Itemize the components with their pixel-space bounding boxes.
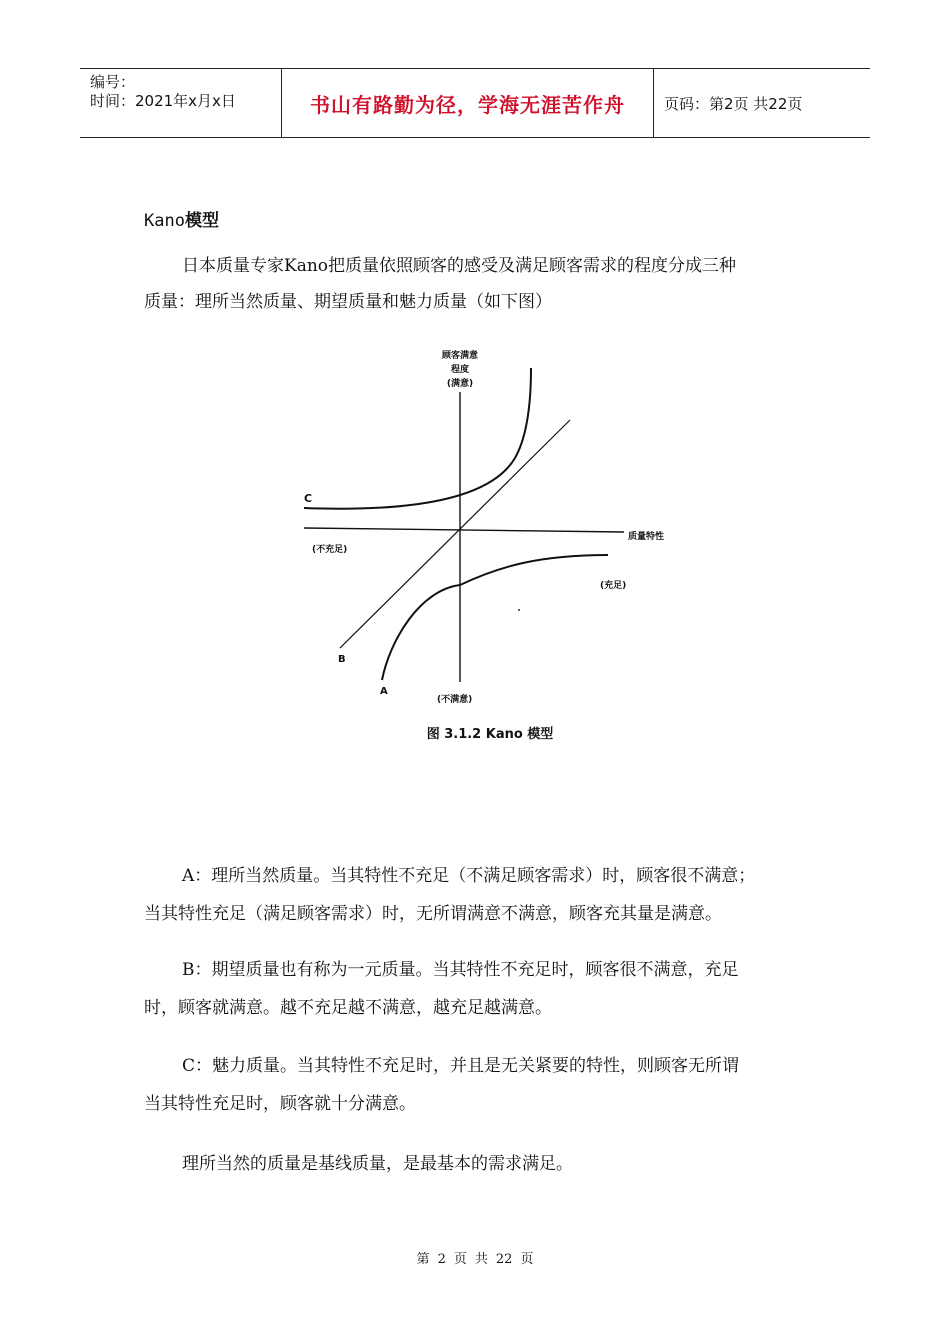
bottom-label: (不满意) (437, 695, 473, 705)
header-date-label: 时间：2021年x月x日 (90, 92, 236, 110)
paragraph-a-cont (144, 896, 816, 932)
heading-cn: 模型 (184, 211, 219, 231)
header-page-info: 页码：第2页 共22页 (664, 94, 803, 113)
paragraph-baseline (144, 1146, 816, 1182)
footer-p3: 页 (453, 1252, 467, 1267)
page-footer (0, 1248, 950, 1267)
paragraph-a-line-2: 当其特性充足（满足顾客需求）时，无所谓满意不满意，顾客充其量是满意。 (144, 904, 722, 924)
intro-paragraph-cont (144, 284, 816, 320)
intro-line-1: 日本质量专家Kano把质量依照顾客的感受及满足顾客需求的程度分成三种 (182, 256, 737, 276)
intro-line-2: 质量：理所当然质量、期望质量和魅力质量（如下图） (144, 292, 552, 312)
header-meta-cell (80, 69, 282, 137)
heading-latin: Kano (144, 211, 185, 231)
x-axis (304, 528, 624, 532)
footer-p2: 2 (437, 1252, 446, 1267)
curve-a-label: A (380, 686, 388, 697)
paragraph-c-cont (144, 1086, 816, 1122)
footer-p5: 22 (495, 1252, 513, 1267)
paragraph-b (144, 952, 816, 988)
figure-caption: 图 3.1.2 Kano 模型 (426, 727, 554, 742)
left-label: (不充足) (312, 545, 348, 555)
paragraph-baseline-line: 理所当然的质量是基线质量，是最基本的需求满足。 (182, 1154, 573, 1174)
header-number-label: 编号： (90, 73, 136, 91)
paragraph-c-line-2: 当其特性充足时，顾客就十分满意。 (144, 1094, 416, 1114)
paragraph-c (144, 1048, 816, 1084)
paragraph-b-line-2: 时，顾客就满意。越不充足越不满意，越充足越满意。 (144, 998, 552, 1018)
y-axis-label-3: (满意) (446, 379, 474, 389)
kano-model-figure (290, 340, 690, 760)
paragraph-c-line-1: C：魅力质量。当其特性不充足时，并且是无关紧要的特性，则顾客无所谓 (182, 1056, 740, 1076)
intro-paragraph (144, 248, 816, 284)
paragraph-b-line-1: B：期望质量也有称为一元质量。当其特性不充足时，顾客很不满意，充足 (182, 960, 739, 980)
paragraph-b-cont (144, 990, 816, 1026)
footer-p6: 页 (520, 1252, 534, 1267)
section-heading (144, 206, 219, 231)
paragraph-a-line-1: A：理所当然质量。当其特性不充足（不满足顾客需求）时，顾客很不满意； (182, 866, 756, 886)
header-motto: 书山有路勤为径，学海无涯苦作舟 (282, 69, 654, 137)
right-label: (充足) (600, 581, 627, 591)
curve-b (340, 420, 570, 648)
stray-dot (518, 609, 520, 611)
footer-p1: 第 (416, 1252, 430, 1267)
y-axis-label-1: 顾客满意 (441, 351, 479, 361)
paragraph-a (144, 858, 816, 894)
footer-p4: 共 (474, 1252, 488, 1267)
curve-a (382, 555, 608, 680)
x-axis-label: 质量特性 (628, 532, 665, 542)
curve-b-label: B (338, 654, 346, 665)
y-axis-label-2: 程度 (450, 365, 470, 375)
curve-c-label: C (304, 492, 313, 505)
curve-c (304, 368, 531, 509)
header-table (80, 68, 870, 138)
